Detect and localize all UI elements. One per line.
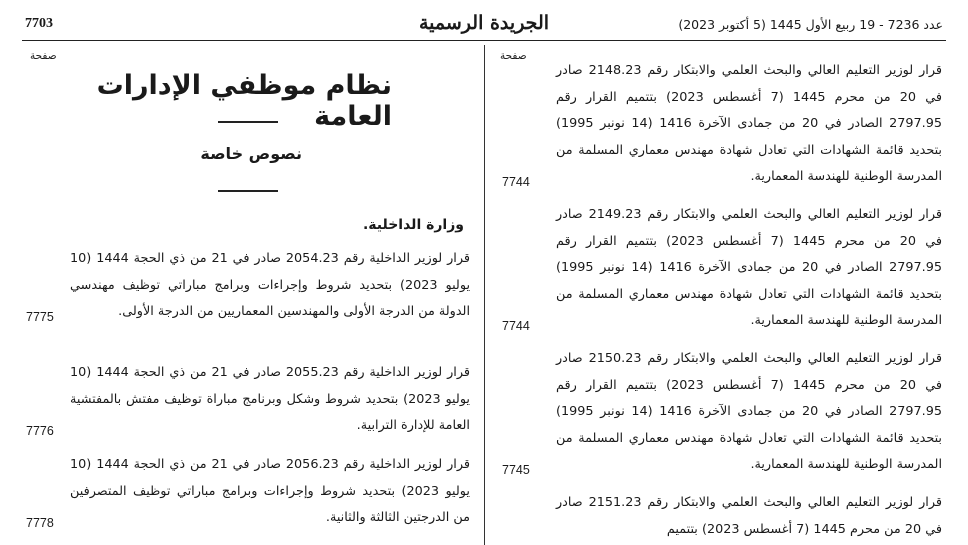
page-number: 7703: [25, 16, 53, 31]
entry-page: 7744: [502, 174, 530, 189]
entry-text: قرار لوزير الداخلية رقم 2055.23 صادر في 21 من ذي الحجة 1444 (10 يوليو 2023) بتحديد شروط وشكل وبرنامج مباراة توظيف مفتش بالمفتشية العامة للإدارة الترابية.: [70, 365, 471, 433]
entry-page: 7745: [502, 462, 530, 477]
header-rule: [22, 40, 946, 41]
title-divider: [218, 121, 278, 123]
entry-page: 7744: [502, 318, 530, 333]
left-column: [26, 44, 470, 545]
toc-entry[interactable]: [26, 360, 470, 440]
section-subtitle: نصوص خاصة: [200, 144, 302, 163]
entry-page: 7776: [26, 423, 54, 438]
entry-text: قرار لوزير التعليم العالي والبحث العلمي والابتكار رقم 2150.23 صادر في 20 من محرم 1445 (7 أغسطس 2023) بتتميم القرار رقم 2797.95 الصادر في 20 من جمادى الآخرة 1416 (14 نونبر 1995) بتحديد قائمة الشهادات التي تعادل شهادة مهندس معماري المسلمة من المدرسة الوطنية للهندسة المعمارية.: [556, 351, 942, 472]
toc-entry[interactable]: [26, 246, 470, 326]
entry-text: قرار لوزير التعليم العالي والبحث العلمي والابتكار رقم 2151.23 صادر في 20 من محرم 1445 (7 أغسطس 2023) بتتميم: [556, 495, 942, 537]
page-column-label: صفحة: [30, 50, 57, 62]
toc-entry[interactable]: [496, 58, 942, 191]
subtitle-divider: [218, 190, 278, 192]
right-column: [496, 44, 942, 545]
page-header: [0, 0, 968, 40]
toc-entry[interactable]: [496, 490, 942, 543]
column-divider: [484, 45, 485, 545]
entry-page: 7775: [26, 309, 54, 324]
toc-entry[interactable]: [496, 202, 942, 335]
issue-info: عدد 7236 - 19 ربيع الأول 1445 (5 أكتوبر 2023): [678, 17, 943, 32]
page-column-label: صفحة: [500, 50, 527, 62]
toc-entry[interactable]: [26, 452, 470, 532]
entry-text: قرار لوزير التعليم العالي والبحث العلمي والابتكار رقم 2148.23 صادر في 20 من محرم 1445 (7 أغسطس 2023) بتتميم القرار رقم 2797.95 الصادر في 20 من جمادى الآخرة 1416 (14 نونبر 1995) بتحديد قائمة الشهادات التي تعادل شهادة مهندس معماري المسلمة من المدرسة الوطنية للهندسة المعمارية.: [556, 63, 942, 184]
entry-text: قرار لوزير الداخلية رقم 2056.23 صادر في 21 من ذي الحجة 1444 (10 يوليو 2023) بتحديد شروط وإجراءات وبرامج مباراتي توظيف المتصرفين من الدرجتين الثالثة والثانية.: [70, 457, 471, 525]
ministry-heading: وزارة الداخلية.: [362, 217, 464, 233]
entry-text: قرار لوزير الداخلية رقم 2054.23 صادر في 21 من ذي الحجة 1444 (10 يوليو 2023) بتحديد شروط وإجراءات وبرامج مباراتي توظيف مهندسي الدولة من الدرجة الأولى والمهندسين المعماريين من الدرجة الأولى.: [70, 251, 471, 319]
toc-entry[interactable]: [496, 346, 942, 479]
entry-page: 7778: [26, 515, 54, 530]
gazette-title: الجريدة الرسمية: [418, 12, 550, 34]
entry-text: قرار لوزير التعليم العالي والبحث العلمي والابتكار رقم 2149.23 صادر في 20 من محرم 1445 (7 أغسطس 2023) بتتميم القرار رقم 2797.95 الصادر في 20 من جمادى الآخرة 1416 (14 نونبر 1995) بتحديد قائمة الشهادات التي تعادل شهادة مهندس معماري المسلمة من المدرسة الوطنية للهندسة المعمارية.: [556, 207, 942, 328]
section-title: نظام موظفي الإدارات العامة: [96, 70, 392, 132]
